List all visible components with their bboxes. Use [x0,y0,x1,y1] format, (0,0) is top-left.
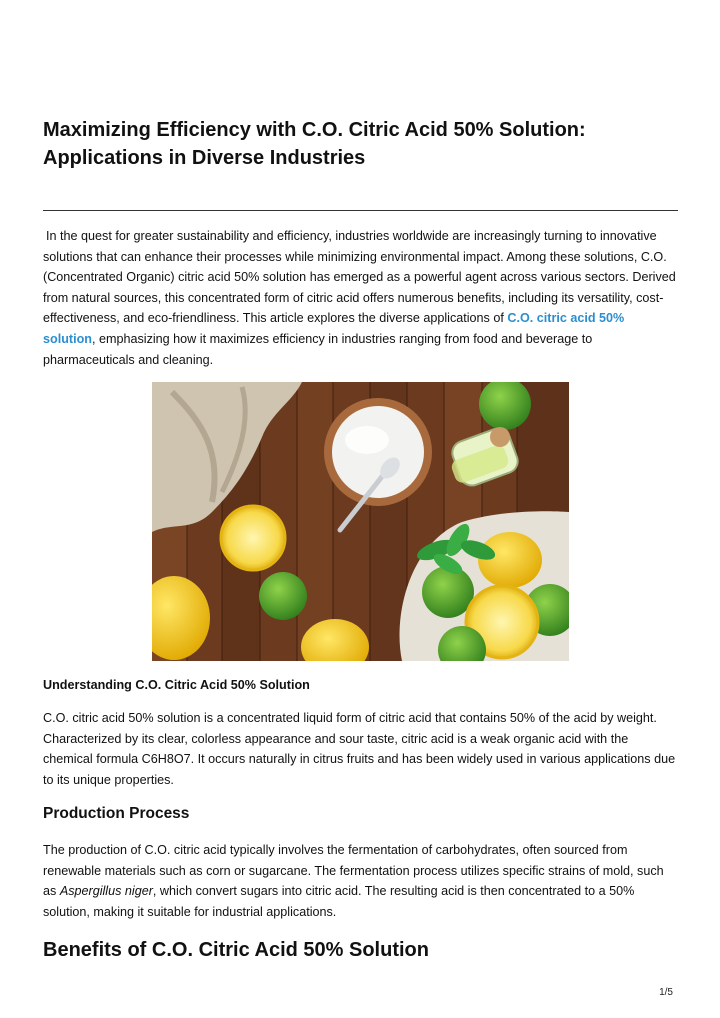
intro-text-1: In the quest for greater sustainability and efficiency, industries worldwide are increasingly turning to innovative solutions that can enhance their processes while minimizing environmental impact. Among these solutions, C.O. (Concentrated Organic) citric acid 50% solution has emerged as a powerful agent across various sectors. Derived from natural sources, this concentrated form of citric acid offers numerous benefits, including its versatility, cost-effectiveness, and eco-friendliness. This article explores the diverse applications of [43,229,676,326]
section-heading-benefits: Benefits of C.O. Citric Acid 50% Solution [43,939,429,961]
citrus-photo [152,382,569,661]
product-link[interactable]: C.O. citric acid 50% solution [43,311,625,346]
section-understanding-text: C.O. citric acid 50% solution is a concentrated liquid form of citric acid that contains 50% of the acid by weight. Characterized by its clear, colorless appearance and sour taste, citric acid is a weak organic acid with the chemical formula C6H8O7. It occurs naturally in citrus fruits and has been widely used in various applications due to its unique properties. [43,711,676,787]
title-line-2: Applications in Diverse Industries [43,147,366,169]
article-title [43,116,683,172]
intro-text-2: , emphasizing how it maximizes efficiency in industries ranging from food and beverage to pharmaceuticals and cleaning. [43,331,593,367]
production-text-1: The production of C.O. citric acid typically involves the fermentation of carbohydrates, often sourced from renewable materials such as corn or sugarcane. The fermentation process utilizes specific strains of mold, such as [43,843,664,899]
section-heading-understanding: Understanding C.O. Citric Acid 50% Solution [43,678,310,692]
production-text-2: , which convert sugars into citric acid. The resulting acid is then concentrated to a 50% solution, making it suitable for industrial applications. [43,884,635,919]
organism-name: Aspergillus niger [59,884,153,899]
section-heading-production: Production Process [43,805,190,822]
section-production-text [43,840,679,922]
page-number: 1/5 [659,987,673,998]
title-line-1: Maximizing Efficiency with C.O. Citric Acid 50% Solution: [43,119,586,141]
divider [43,210,678,211]
intro-paragraph [43,226,679,370]
